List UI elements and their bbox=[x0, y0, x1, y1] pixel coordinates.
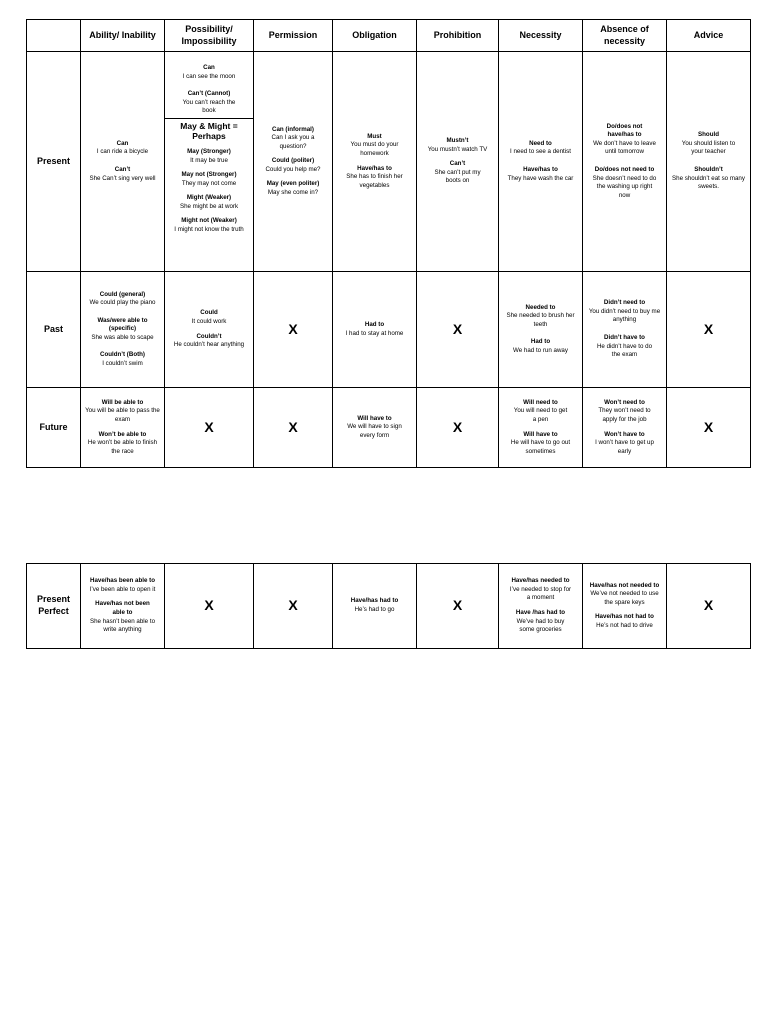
entry-example: She can’t put my boots on bbox=[434, 168, 481, 185]
not-applicable-mark: X bbox=[288, 418, 298, 435]
entry-modal: Needed to bbox=[525, 303, 556, 311]
present-permission-cell bbox=[254, 52, 333, 272]
entry-example: We will have to sign every form bbox=[347, 423, 402, 439]
entry-example: I can see the moon bbox=[182, 72, 236, 80]
entry-example: You didn’t need to buy me anything bbox=[588, 307, 661, 324]
entry-example: I need to see a dentist bbox=[510, 148, 571, 156]
header-absence: Absence of necessity bbox=[583, 20, 667, 52]
present-ability-cell bbox=[81, 52, 165, 272]
entry-modal: Won’t have to bbox=[604, 430, 645, 438]
entry-modal: Was/were able to (specific) bbox=[97, 316, 148, 333]
entry-example: He won’t be able to finish the race bbox=[87, 439, 158, 455]
entry-example: She has to finish her vegetables bbox=[346, 173, 403, 189]
entry-example: He’s had to go bbox=[354, 606, 395, 613]
past-permission-cell bbox=[254, 272, 333, 388]
entry-example: She was able to scape bbox=[91, 333, 154, 341]
entry-modal: Have/has been able to bbox=[90, 577, 155, 585]
future-obligation-cell bbox=[333, 388, 417, 468]
past-obligation-cell bbox=[333, 272, 417, 388]
entry-example: You can’t reach the book bbox=[182, 98, 236, 115]
entry-example: May she come in? bbox=[267, 188, 319, 196]
past-possibility-cell bbox=[165, 272, 254, 388]
present-perfect-absence-cell bbox=[583, 564, 667, 649]
present-obligation-cell bbox=[333, 52, 417, 272]
entry-modal: Couldn’t bbox=[196, 332, 222, 340]
entry-example: She might be at work bbox=[179, 202, 239, 210]
entry-modal: Shouldn’t bbox=[694, 166, 723, 173]
entry-modal: Might not (Weaker) bbox=[181, 217, 237, 225]
header-advice: Advice bbox=[667, 20, 751, 52]
entry-example: He will have to go out sometimes bbox=[510, 439, 571, 455]
past-prohibition-cell bbox=[417, 272, 499, 388]
entry-modal: Can bbox=[203, 64, 215, 71]
entry-modal: Have/has to bbox=[523, 166, 558, 173]
entry-modal: May (even politer) bbox=[266, 180, 320, 188]
entry-example: We’ve not needed to use the spare keys bbox=[590, 590, 659, 606]
future-absence-cell bbox=[583, 388, 667, 468]
entry-example: She Can’t sing very well bbox=[89, 174, 156, 182]
entry-modal: Must bbox=[367, 132, 382, 140]
future-ability-cell bbox=[81, 388, 165, 468]
not-applicable-mark: X bbox=[204, 418, 214, 435]
entry-example: We’ve had to buy some groceries bbox=[516, 617, 565, 634]
present-prohibition-cell bbox=[417, 52, 499, 272]
entry-modal: Can’t bbox=[114, 166, 131, 173]
present-possibility-cell bbox=[165, 52, 254, 272]
row-label-present-perfect: Present Perfect bbox=[27, 564, 81, 649]
entry-modal: Didn’t need to bbox=[603, 299, 646, 307]
not-applicable-mark: X bbox=[703, 320, 714, 337]
header-prohibition: Prohibition bbox=[417, 20, 499, 52]
not-applicable-mark: X bbox=[288, 597, 298, 614]
may-might-heading: May & Might = Perhaps bbox=[180, 120, 238, 142]
entry-example: She needed to brush her teeth bbox=[506, 312, 575, 328]
past-advice-cell bbox=[667, 272, 751, 388]
entry-modal: Won’t need to bbox=[604, 398, 645, 406]
entry-modal: Have/has needed to bbox=[511, 577, 570, 585]
row-future bbox=[27, 388, 751, 468]
entry-example: You will be able to pass the exam bbox=[85, 407, 160, 423]
not-applicable-mark: X bbox=[703, 597, 714, 614]
entry-example: I couldn’t swim bbox=[102, 359, 143, 367]
entry-modal: Do/does not have/has to bbox=[606, 122, 643, 139]
present-perfect-table bbox=[26, 563, 751, 649]
present-perfect-possibility-cell bbox=[165, 564, 254, 649]
header-obligation: Obligation bbox=[333, 20, 417, 52]
entry-example: They won’t need to apply for the job bbox=[598, 407, 651, 423]
header-row bbox=[27, 20, 751, 52]
entry-example: We don’t have to leave until tomorrow bbox=[593, 139, 656, 156]
present-perfect-ability-cell bbox=[81, 564, 165, 649]
past-absence-cell bbox=[583, 272, 667, 388]
header-empty bbox=[27, 20, 81, 52]
header-necessity: Necessity bbox=[499, 20, 583, 52]
entry-modal: Have/has had to bbox=[350, 597, 399, 605]
present-absence-cell bbox=[583, 52, 667, 272]
future-permission-cell bbox=[254, 388, 333, 468]
entry-example: He’s not had to drive bbox=[596, 621, 653, 629]
present-perfect-prohibition-cell bbox=[417, 564, 499, 649]
not-applicable-mark: X bbox=[452, 597, 463, 614]
future-necessity-cell bbox=[499, 388, 583, 468]
not-applicable-mark: X bbox=[452, 320, 463, 337]
entry-example: You will need to get a pen bbox=[513, 407, 568, 423]
entry-example: She hasn’t been able to write anything bbox=[89, 617, 156, 634]
present-perfect-advice-cell bbox=[667, 564, 751, 649]
entry-example: It may be true bbox=[190, 156, 228, 164]
future-possibility-cell bbox=[165, 388, 254, 468]
entry-example: Could you help me? bbox=[265, 165, 321, 173]
entry-modal: Will have to bbox=[523, 430, 558, 438]
entry-example: I’ve been able to open it bbox=[89, 585, 156, 593]
row-label-future: Future bbox=[27, 388, 81, 468]
entry-modal: Can’t bbox=[449, 160, 466, 168]
not-applicable-mark: X bbox=[288, 320, 298, 337]
row-label-present: Present bbox=[27, 52, 81, 272]
entry-modal: Could (general) bbox=[99, 290, 146, 298]
entry-modal: Need to bbox=[529, 139, 552, 147]
entry-modal: Could (politer) bbox=[271, 157, 315, 165]
entry-modal: May not (Stronger) bbox=[181, 171, 237, 179]
not-applicable-mark: X bbox=[204, 597, 214, 614]
entry-modal: Can (informal) bbox=[272, 125, 314, 133]
present-advice-cell bbox=[667, 52, 751, 272]
row-present bbox=[27, 52, 751, 272]
entry-modal: Have/has not needed to bbox=[589, 581, 660, 589]
present-perfect-obligation-cell bbox=[333, 564, 417, 649]
entry-example: You must do your homework bbox=[350, 141, 399, 157]
present-perfect-permission-cell bbox=[254, 564, 333, 649]
future-advice-cell bbox=[667, 388, 751, 468]
entry-modal: Can bbox=[116, 139, 129, 147]
entry-modal: Didn’t have to bbox=[604, 334, 645, 341]
entry-example: I had to stay at home bbox=[345, 329, 404, 337]
entry-example: I’ve needed to stop for a moment bbox=[509, 585, 572, 602]
entry-example: We could play the piano bbox=[89, 299, 156, 307]
entry-example: He didn’t have to do the exam bbox=[596, 342, 653, 359]
entry-example: I can ride a bicycle bbox=[96, 148, 149, 156]
entry-modal: Could bbox=[200, 309, 218, 317]
entry-modal: Can’t (Cannot) bbox=[187, 90, 231, 98]
entry-modal: Couldn’t (Both) bbox=[99, 351, 145, 359]
row-present-perfect bbox=[27, 564, 751, 649]
entry-modal: Should bbox=[698, 131, 719, 139]
past-necessity-cell bbox=[499, 272, 583, 388]
entry-example: He couldn’t hear anything bbox=[173, 341, 245, 349]
entry-modal: Might (Weaker) bbox=[186, 194, 232, 202]
present-necessity-cell bbox=[499, 52, 583, 272]
entry-modal: Have/has to bbox=[357, 164, 392, 172]
present-perfect-necessity-cell bbox=[499, 564, 583, 649]
header-ability: Ability/ Inability bbox=[81, 20, 165, 52]
entry-modal: May (Stronger) bbox=[187, 147, 231, 155]
entry-modal: Will be able to bbox=[101, 398, 144, 406]
entry-example: You mustn’t watch TV bbox=[427, 145, 488, 153]
row-label-past: Past bbox=[27, 272, 81, 388]
entry-modal: Have /has had to bbox=[515, 609, 566, 616]
entry-modal: Mustn’t bbox=[446, 137, 469, 145]
entry-modal: Had to bbox=[530, 338, 551, 346]
not-applicable-mark: X bbox=[452, 418, 463, 435]
entry-modal: Will need to bbox=[523, 398, 558, 406]
entry-modal: Have/has not been able to bbox=[95, 600, 150, 616]
header-possibility: Possibility/ Impossibility bbox=[165, 20, 254, 52]
entry-example: I won’t have to get up early bbox=[595, 439, 654, 455]
not-applicable-mark: X bbox=[703, 418, 714, 435]
entry-example: They have wash the car bbox=[507, 174, 574, 182]
entry-example: Can I ask you a question? bbox=[271, 134, 315, 150]
entry-example: She shouldn’t eat so many sweets. bbox=[672, 174, 745, 191]
entry-modal: Do/does not need to bbox=[594, 166, 655, 173]
entry-example: We had to run away bbox=[513, 346, 568, 354]
entry-example: She doesn’t need to do the washing up right now bbox=[592, 174, 657, 199]
entry-example: I might not know the truth bbox=[174, 225, 244, 233]
cell-divider bbox=[165, 118, 253, 119]
past-ability-cell bbox=[81, 272, 165, 388]
modal-verbs-table bbox=[26, 19, 751, 468]
entry-example: You should listen to your teacher bbox=[681, 139, 736, 156]
entry-modal: Have/has not had to bbox=[595, 613, 654, 621]
row-past bbox=[27, 272, 751, 388]
entry-example: It could work bbox=[191, 317, 227, 325]
entry-modal: Won’t be able to bbox=[98, 430, 147, 438]
entry-modal: Will have to bbox=[357, 414, 392, 422]
entry-modal: Had to bbox=[364, 320, 385, 328]
future-prohibition-cell bbox=[417, 388, 499, 468]
entry-example: They may not come bbox=[181, 179, 237, 187]
header-permission: Permission bbox=[254, 20, 333, 52]
